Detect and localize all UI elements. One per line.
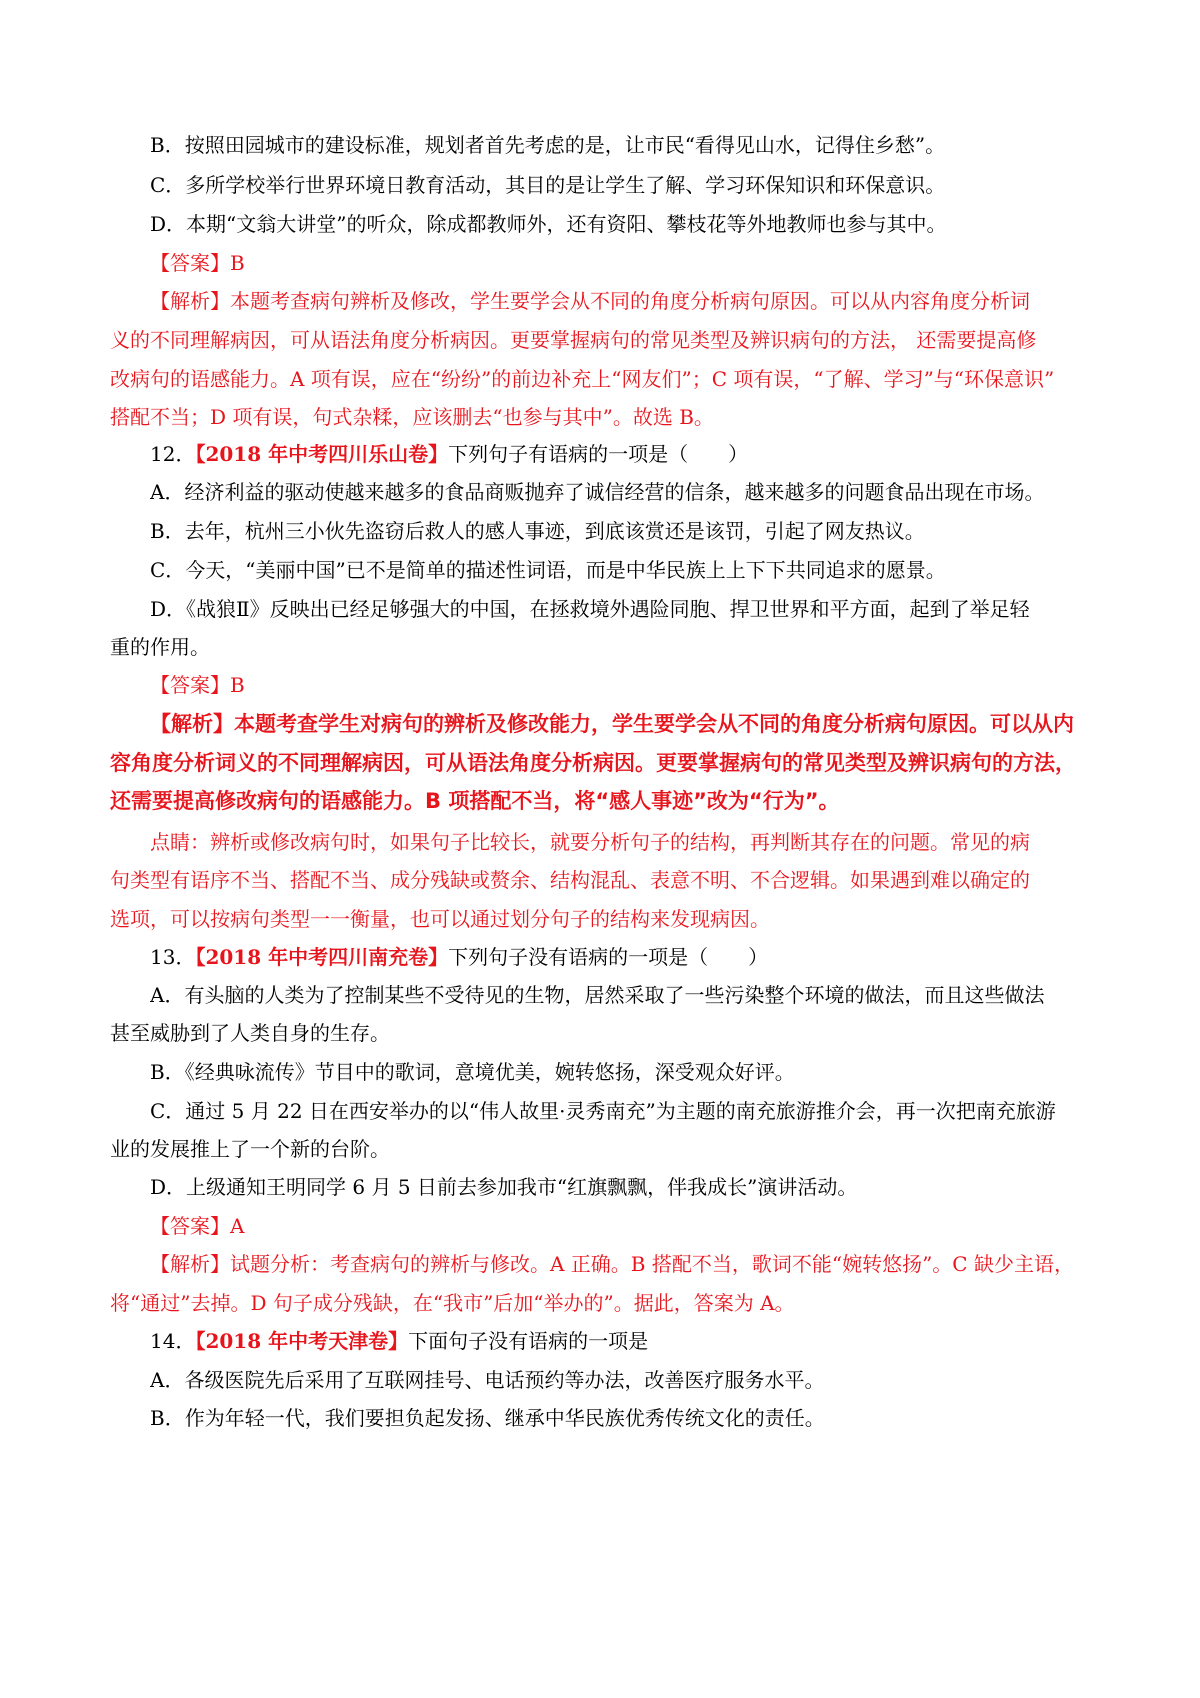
q11-option-d: D．本期“文翁大讲堂”的听众，除成都教师外，还有资阳、攀枝花等外地教师也参与其中。 xyxy=(150,212,947,236)
q13-option-a: A．有头脑的人类为了控制某些不受待见的生物，居然采取了一些污染整个环境的做法，而且这些做法 xyxy=(150,983,1045,1007)
q13-analysis-line-1: 【解析】试题分析：考查病句的辨析与修改。A 正确。B 搭配不当，歌词不能“婉转悠扬”。C 缺少主语， xyxy=(150,1252,1074,1276)
q11-option-c: C．多所学校举行世界环境日教育活动，其目的是让学生了解、学习环保知识和环保意识。 xyxy=(150,173,946,197)
q12-answer: 【答案】B xyxy=(150,673,245,697)
q11-analysis-line-3: 改病句的语感能力。A 项有误，应在“纷纷”的前边补充上“网友们”；C 项有误，“了解、学习”与“环保意识” xyxy=(110,367,1055,391)
q11-answer: 【答案】B xyxy=(150,251,245,275)
q13-option-a-cont: 甚至威胁到了人类自身的生存。 xyxy=(110,1021,390,1045)
q11-option-b: B．按照田园城市的建设标准，规划者首先考虑的是，让市民“看得见山水，记得住乡愁”。 xyxy=(150,133,946,157)
question-stem: 下列句子没有语病的一项是（ ） xyxy=(448,945,769,969)
question-source-tag: 【2018 年中考四川南充卷】 xyxy=(195,945,449,969)
q12-analysis-line-2: 容角度分析词义的不同理解病因，可从语法角度分析病因。更要掌握病句的常见类型及辨识病句的方法， xyxy=(110,751,1076,775)
q13-option-d: D．上级通知王明同学 6 月 5 日前去参加我市“红旗飘飘，伴我成长”演讲活动。 xyxy=(150,1175,858,1199)
q12-tip-line-2: 句类型有语序不当、搭配不当、成分残缺或赘余、结构混乱、表意不明、不合逻辑。如果遇到难以确定的 xyxy=(110,868,1030,892)
q12-option-c: C．今天，“美丽中国”已不是简单的描述性词语，而是中华民族上上下下共同追求的愿景。 xyxy=(150,558,946,582)
q12-tip-line-3: 选项，可以按病句类型一一衡量，也可以通过划分句子的结构来发现病因。 xyxy=(110,907,770,931)
q12-option-d-cont: 重的作用。 xyxy=(110,635,210,659)
q14-option-b: B．作为年轻一代，我们要担负起发扬、继承中华民族优秀传统文化的责任。 xyxy=(150,1406,825,1430)
q11-analysis-line-1: 【解析】本题考查病句辨析及修改，学生要学会从不同的角度分析病句原因。可以从内容角度分析词 xyxy=(150,289,1030,313)
q13-answer: 【答案】A xyxy=(150,1214,245,1238)
q13-question xyxy=(150,943,1100,971)
question-number: 13． xyxy=(150,945,196,969)
q11-analysis-line-2: 义的不同理解病因，可从语法角度分析病因。更要掌握病句的常见类型及辨识病句的方法， 还需要提高修 xyxy=(110,328,1037,352)
q12-option-b: B．去年，杭州三小伙先盗窃后救人的感人事迹，到底该赏还是该罚，引起了网友热议。 xyxy=(150,519,925,543)
question-stem: 下列句子有语病的一项是（ ） xyxy=(448,442,749,466)
question-number: 12． xyxy=(150,442,196,466)
q13-option-c: C．通过 5 月 22 日在西安举办的以“伟人故里·灵秀南充”为主题的南充旅游推介会，再一次把南充旅游 xyxy=(150,1099,1056,1123)
question-stem: 下面句子没有语病的一项是 xyxy=(408,1329,649,1353)
question-source-tag: 【2018 年中考四川乐山卷】 xyxy=(195,442,449,466)
question-source-tag: 【2018 年中考天津卷】 xyxy=(195,1329,409,1353)
question-number: 14． xyxy=(150,1329,196,1353)
q14-option-a: A．各级医院先后采用了互联网挂号、电话预约等办法，改善医疗服务水平。 xyxy=(150,1368,825,1392)
q12-question xyxy=(150,440,1100,468)
q12-tip-line-1: 点睛：辨析或修改病句时，如果句子比较长，就要分析句子的结构，再判断其存在的问题。常见的病 xyxy=(150,830,1030,854)
q12-analysis-line-3: 还需要提高修改病句的语感能力。B 项搭配不当，将“感人事迹”改为“行为”。 xyxy=(110,789,840,813)
q13-analysis-line-2: 将“通过”去掉。D 句子成分残缺，在“我市”后加“举办的”。据此，答案为 A。 xyxy=(110,1291,795,1315)
q12-option-d: D．《战狼Ⅱ》反映出已经足够强大的中国，在拯救境外遇险同胞、捍卫世界和平方面，起到了举足轻 xyxy=(150,597,1030,621)
q13-option-b: B．《经典咏流传》节目中的歌词，意境优美，婉转悠扬，深受观众好评。 xyxy=(150,1060,795,1084)
q14-question xyxy=(150,1327,1100,1355)
q13-option-c-cont: 业的发展推上了一个新的台阶。 xyxy=(110,1137,390,1161)
q12-analysis-line-1: 【解析】本题考查学生对病句的辨析及修改能力，学生要学会从不同的角度分析病句原因。可以从内 xyxy=(150,712,1074,736)
q11-analysis-line-4: 搭配不当；D 项有误，句式杂糅，应该删去“也参与其中”。故选 B。 xyxy=(110,405,714,429)
q12-option-a: A．经济利益的驱动使越来越多的食品商贩抛弃了诚信经营的信条，越来越多的问题食品出现在市场。 xyxy=(150,480,1045,504)
